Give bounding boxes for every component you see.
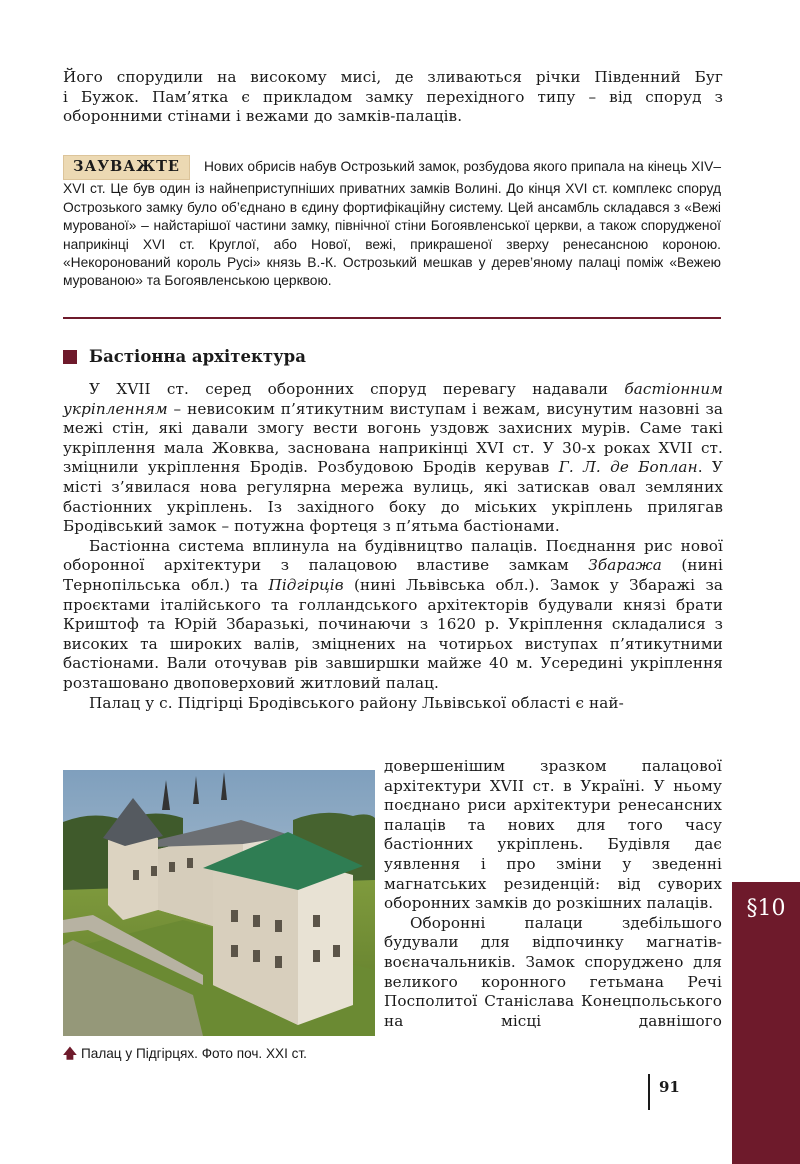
section-marker-icon: [63, 350, 77, 364]
note-label: ЗАУВАЖТЕ: [63, 155, 190, 180]
section-tab-label: §10: [746, 896, 786, 921]
paragraph-pidhirtsi-start: Палац у с. Підгірці Бродівського району Львівської області є най-: [89, 693, 624, 712]
right-column-text: [384, 757, 722, 1031]
photo-caption: [63, 1043, 373, 1067]
text-run: Бастіонна система вплинула на будівництво палаців. Поєднання рис нової оборонної архітектури з палацовою властиве замкам: [63, 536, 723, 575]
section-title: Бастіонна архітектура: [89, 347, 306, 366]
paragraph-palaces: [63, 537, 723, 694]
body-text: [63, 380, 723, 713]
term-beauplan: Г. Л. де Боплан: [558, 458, 698, 477]
palace-photo: [63, 770, 375, 1036]
intro-line: оборонними стінами і вежами до замків-палаців.: [63, 107, 463, 126]
paragraph-bastion: [63, 380, 723, 537]
note-block: [63, 155, 721, 291]
paragraph-defensive-palaces: Оборонні палаци здебільшого будували для відпочинку магнатів-воєначальників. Замок споруджено для великого коронного гетьмана Речі Посполитої Станіслава Конецпольського на місці давнішого: [384, 913, 722, 1030]
section-tab[interactable]: [732, 882, 800, 1164]
intro-line: і Бужок. Пам’ятка є прикладом замку перехідного типу – від споруд з: [63, 87, 723, 106]
caption-text: Палац у Підгірцях. Фото поч. XXI ст.: [80, 1046, 307, 1061]
term-zbarazh: Збаража: [588, 556, 662, 575]
paragraph-pidhirtsi-rest: довершенішим зразком палацової архітектури XVII ст. в Україні. У ньому поєднано риси архітектури ренесансних палаців та нових для того часу бастіонних укріплень. Будівля дає уявлення і про зміни у зведенні магнатських резиденцій: від суворих оборонних замків до розкішних палаців.: [384, 757, 722, 913]
intro-paragraph: [63, 68, 723, 127]
note-divider: [63, 317, 721, 319]
up-arrow-icon: 🡅: [63, 1046, 77, 1061]
text-run: . У місті з’явилася нова регулярна мережа вулиць, які затискав овал земляних бастіонних укріплень. Із західного боку до міських укріплень прилягав Бродівський замок – потужна фортеця з п’ятьма бастіонами.: [63, 458, 723, 536]
note-text: Нових обрисів набув Острозький замок, розбудова якого припала на кінець XIV–XVI ст. Це був один із найнеприступніших приватних замків Волині. До кінця XVI ст. комплекс споруд Острозького замку було об’єднано в єдину фортифікаційну систему. Цей ансамбль складався з «Вежі мурованої» – найстарішої частини замку, північної стіни Богоявленської церкви, а також спорудженої наприкінці XVI ст. Круглої, або Нової, вежі, прикрашеної зверху ренесансною короною. «Некоронований король Русі» князь В.-К. Острозький мешкав у дерев’яному палаці поміж «Вежею мурованою» та Богоявленською церквою.: [63, 159, 721, 289]
page-number: 91: [659, 1078, 680, 1096]
term-bastion: бастіонним укріпленням: [63, 380, 723, 418]
section-heading: [63, 347, 723, 369]
term-pidhirtsi: Підгірців: [268, 575, 344, 594]
note-paragraph: [63, 155, 721, 291]
text-run: (нині Львівська обл.). Замок у Збаражі за проєктами італійського та голландського архітекторів будували князі брати Криштоф та Юрій Збаразькі, починаючи з 1620 р. Укріплення складалися з високих та широких валів, зміцнених на чотирьох виступах п’ятикутними бастіонами. Вали оточував рів завширшки майже 40 м. Усередині укріплення розташовано двоповерховий житловий палац.: [63, 575, 723, 692]
intro-line: Його спорудили на високому мисі, де зливаються річки Південний Буг: [63, 68, 723, 86]
text-run: (нині Тернопільська обл.) та: [63, 556, 723, 594]
text-run: – невисоким п’ятикутним виступам і вежам, висунутим назовні за межі стін, які давали змогу вести вогонь уздовж захисних мурів. Саме такі укріплення мала Жовква, заснована наприкінці XVI ст. У 30-х роках XVII ст. зміцнили укріплення Бродів. Розбудовою Бродів керував: [63, 399, 723, 477]
text-run: У XVII ст. серед оборонних споруд перевагу надавали: [89, 380, 625, 398]
page-number-divider: [648, 1074, 650, 1110]
